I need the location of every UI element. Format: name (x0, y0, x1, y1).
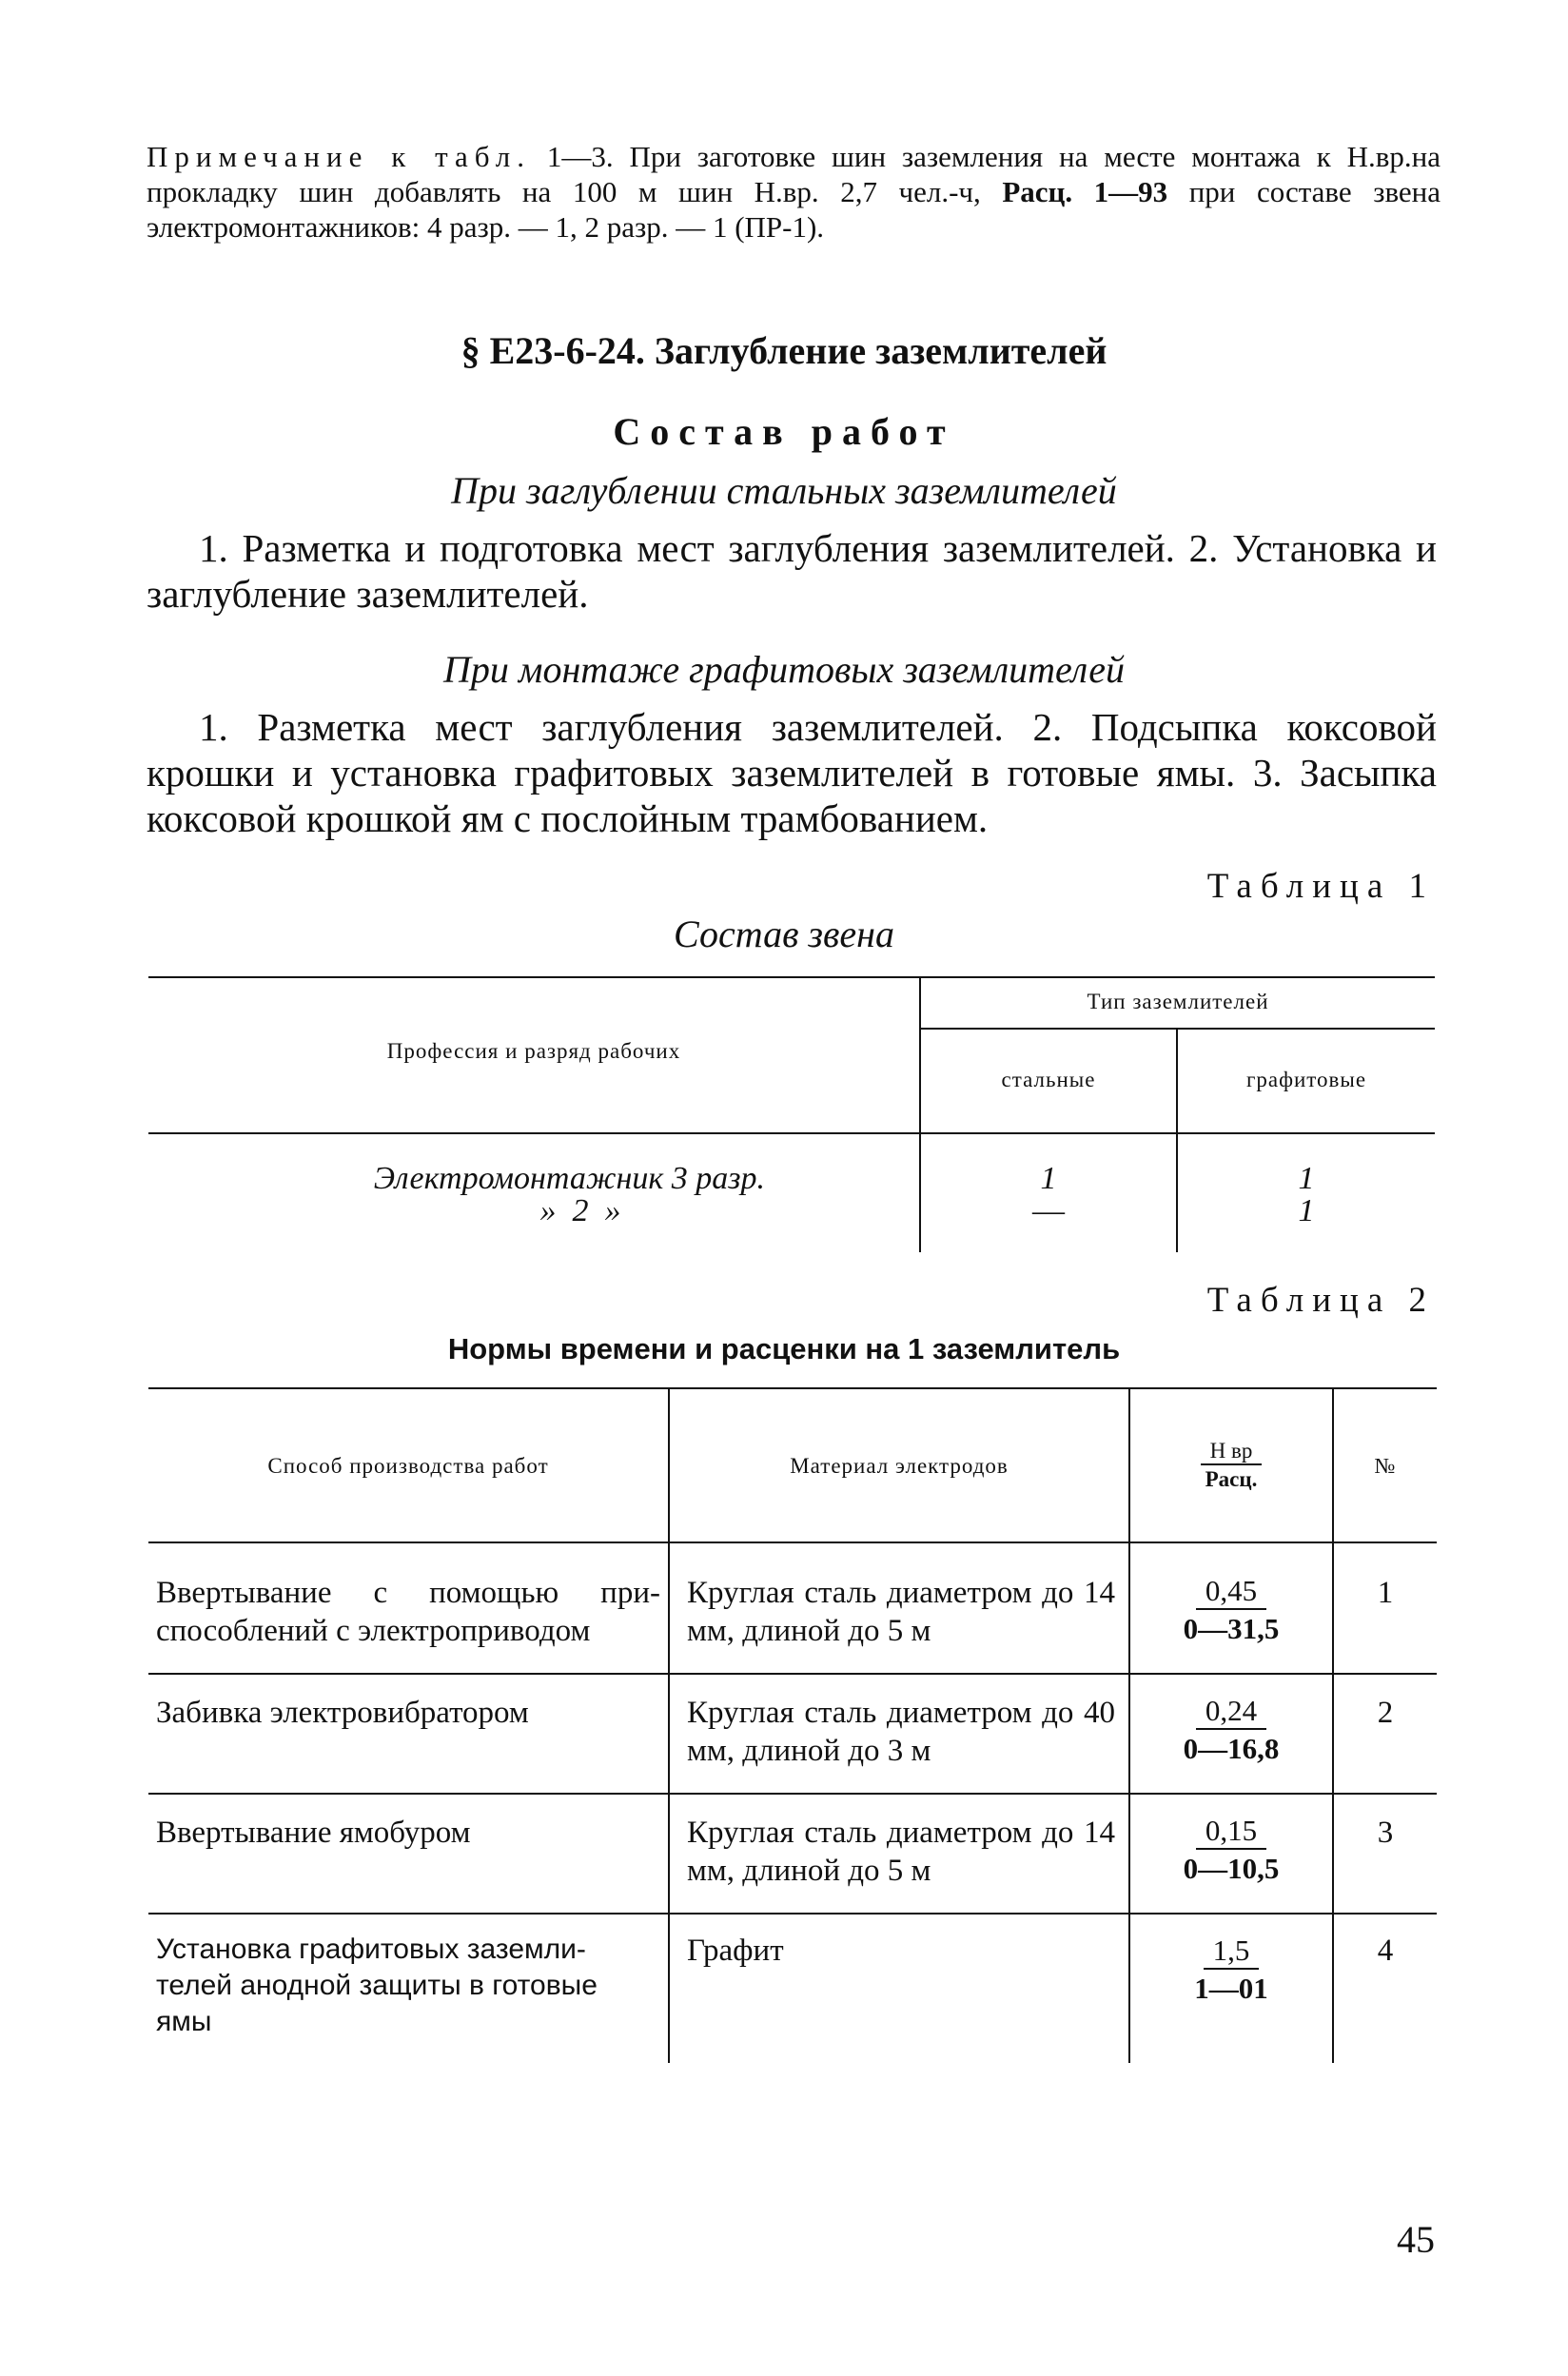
graphite-steps (147, 704, 1437, 841)
table2-row-material: Круглая сталь диаметром до 14 мм, длиной до 5 м (687, 1816, 1115, 1888)
table2-row-rate-value: 0—10,5 (1183, 1852, 1280, 1885)
table2-header-material: Материал электродов (790, 1454, 1009, 1478)
table2-row-num: 3 (1377, 1816, 1394, 1850)
table2-row-norm-value: 0,45 (1196, 1574, 1266, 1610)
table2-row-rate-value: 1—01 (1194, 1972, 1268, 2005)
graphite-steps-text: 1. Разметка мест заглубления заземлителей. 2. Подсыпка коксовой крошки и установка графитовых заземлителей в готовые ямы. 3. Засыпка коксовой крошкой ям с послойным трамбованием. (147, 705, 1437, 840)
table2-header-norm (1130, 1439, 1332, 1492)
table2-row-method: Забивка электровибратором (156, 1696, 529, 1730)
page-number: 45 (1397, 2218, 1435, 2261)
steel-subtitle: При заглублении стальных заземлителей (451, 469, 1117, 512)
note-rate-label: Расц. 1—93 (1002, 175, 1168, 208)
steel-steps-text: 1. Разметка и подготовка мест заглубления заземлителей. 2. Установка и заглубление заземлителей. (147, 526, 1437, 616)
table2-row-norm-value: 0,24 (1196, 1694, 1266, 1730)
table1-label: Таблица 1 (1206, 867, 1435, 906)
table1-header-rule (148, 1132, 1435, 1134)
table2-row-num: 4 (1377, 1934, 1394, 1968)
table1-title: Состав звена (673, 913, 894, 955)
table2-row-norm-value: 0,15 (1196, 1814, 1266, 1850)
table2-row-method: Установка графитовых заземли-телей анодной защиты в готовые ямы (156, 1934, 598, 2037)
steel-steps (147, 525, 1437, 617)
table2-row-rate-value: 0—31,5 (1183, 1612, 1280, 1645)
note-text-1: 1—3. При заготовке шин заземления на месте монтажа к Н.вр.на прокладку шин добавлять на 100 м шин Н.вр. 2,7 чел.-ч, (147, 140, 1441, 208)
table2-label: Таблица 2 (1206, 1281, 1435, 1320)
composition-title: Состав работ (613, 410, 955, 453)
table2-top-rule (148, 1387, 1437, 1389)
table-note (147, 139, 1441, 245)
table2-row-norm (1130, 1934, 1332, 2006)
table2-row-norm (1130, 1574, 1332, 1646)
table2-row-rule (148, 1793, 1437, 1795)
table2-row-rule (148, 1673, 1437, 1675)
table2-header-method: Способ производства работ (267, 1454, 549, 1478)
table2-header-norm-bottom: Расц. (1205, 1467, 1258, 1491)
table1-header-steel: стальные (1001, 1068, 1096, 1091)
table1-header-type: Тип заземлителей (1087, 990, 1269, 1013)
table2-row-material: Круглая сталь диаметром до 40 мм, длиной до 3 м (687, 1696, 1115, 1768)
table1-header-graphite: графитовые (1245, 1068, 1367, 1091)
table1-row-graphite: 1 (1298, 1161, 1315, 1196)
table2-row-material: Графит (687, 1934, 784, 1968)
table2-header-norm-top: Н вр (1201, 1439, 1263, 1465)
table2-vline-1 (668, 1387, 670, 2063)
table1-row-steel: 1 (1040, 1161, 1057, 1196)
table2-row-rule (148, 1913, 1437, 1915)
graphite-subtitle: При монтаже графитовых заземлителей (443, 648, 1125, 691)
note-label: Примечание к табл. (147, 140, 532, 173)
table2-header-rule (148, 1541, 1437, 1543)
table2-row-norm (1130, 1694, 1332, 1766)
table1-row-profession: » 2 » (539, 1193, 621, 1228)
table2-title: Нормы времени и расценки на 1 заземлитель (447, 1332, 1121, 1365)
table2-row-norm-value: 1,5 (1204, 1934, 1260, 1970)
table1-row-graphite: 1 (1298, 1193, 1315, 1228)
table2-row-method: Ввертывание ямобуром (156, 1816, 471, 1850)
note-text-2: при составе звена электромонтажников: 4 разр. — 1, 2 разр. — 1 (ПР-1). (147, 175, 1441, 244)
table1-mid-rule (919, 1028, 1435, 1030)
table2-row-norm (1130, 1814, 1332, 1886)
table2-row-rate-value: 0—16,8 (1183, 1732, 1280, 1765)
table2-row-material: Круглая сталь диаметром до 14 мм, длиной до 5 м (687, 1576, 1115, 1648)
table1-row-steel: — (1032, 1193, 1065, 1228)
section-title: § Е23-6-24. Заглубление заземлителей (461, 329, 1107, 372)
table2-row-num: 2 (1377, 1696, 1394, 1730)
table2-row-method: Ввертывание с помощью при-способлений с электроприводом (156, 1576, 660, 1648)
table2-header-num: № (1374, 1454, 1397, 1478)
table1-top-rule (148, 976, 1435, 978)
table2-row-num: 1 (1377, 1576, 1394, 1610)
table1-row-profession: Электромонтажник 3 разр. (373, 1161, 765, 1196)
table1-header-profession: Профессия и разряд рабочих (386, 1039, 681, 1063)
